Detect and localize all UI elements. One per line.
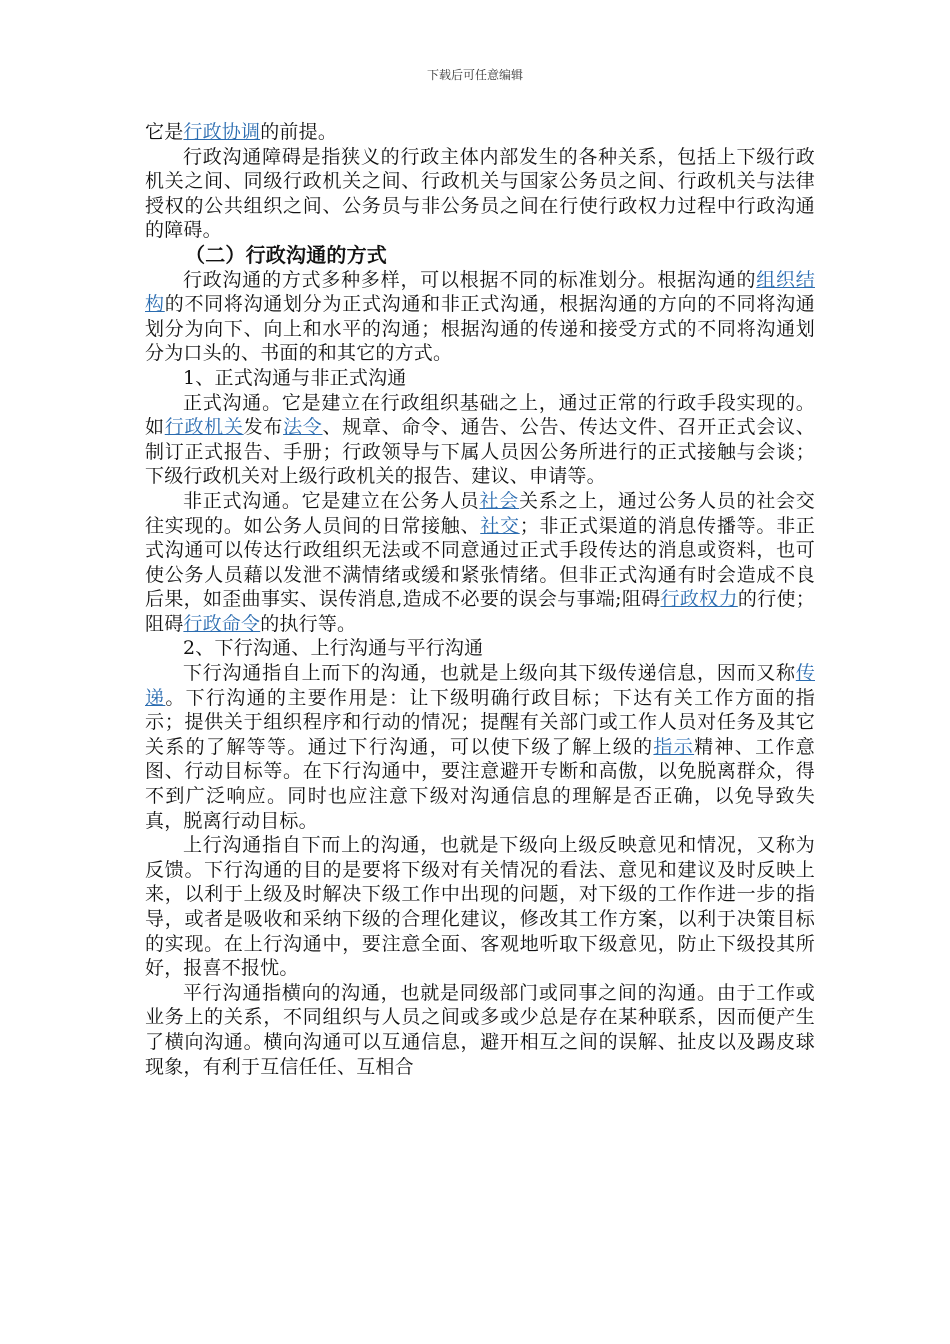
paragraph-barrier: 行政沟通障碍是指狭义的行政主体内部发生的各种关系，包括上下级行政机关之间、同级行政机关之间、行政机关与国家公务员之间、行政机关与法律授权的公共组织之间、公务员与非公务员之间在行使行政权力过程中行政沟通的障碍。 (145, 145, 815, 242)
text-run: 正式沟通。它是建立在行政组织基础之上，通过正常的行政手段实现的。如 (145, 391, 815, 439)
link-xingzheng-quanli[interactable]: 行政权力 (660, 588, 738, 611)
text-run: 它是 (145, 121, 184, 143)
text-run: 、规章、命令、通告、公告、传达文件、召开正式会议、制订正式报告、手册；行政领导与下属人员因公务所进行的正式接触与会谈；下级行政机关对上级行政机关的报告、建议、申请等。 (145, 416, 816, 488)
text-run: 下行沟通指自上而下的沟通，也就是上级向其下级传递信息，因而又称 (183, 662, 796, 685)
paragraph-continuation (145, 120, 815, 145)
paragraph-methods (145, 268, 815, 366)
link-zuzhi-jiegou[interactable]: 组织结构 (145, 268, 815, 316)
subsection-title-formal: 1、正式沟通与非正式沟通 (183, 366, 407, 389)
paragraph-horizontal: 平行沟通指横向的沟通，也就是同级部门或同事之间的沟通。由于工作或业务上的关系，不同组织与人员之间或多或少总是存在某种联系，因而便产生了横向沟通。横向沟通可以互通信息，避开相互之间的误解、扯皮以及踢皮球现象，有利于互信任任、互相合 (145, 981, 815, 1078)
subsection-title-directions: 2、下行沟通、上行沟通与平行沟通 (183, 637, 484, 660)
text-run: 的前提。 (260, 121, 338, 143)
link-shehui[interactable]: 社会 (479, 489, 520, 512)
link-xingzheng-xietiao[interactable]: 行政协调 (183, 121, 261, 143)
link-xingzheng-mingling[interactable]: 行政命令 (183, 612, 261, 635)
link-zhishi[interactable]: 指示 (653, 735, 695, 758)
text-run: 的不同将沟通划分为正式沟通和非正式沟通，根据沟通的方向的不同将沟通划分为向下、向上和水平的沟通；根据沟通的传递和接受方式的不同将沟通划分为口头的、书面的和其它的方式。 (145, 293, 816, 365)
link-shejiao[interactable]: 社交 (480, 514, 520, 537)
link-xingzheng-jiguan[interactable]: 行政机关 (164, 416, 244, 439)
paragraph-upward: 上行沟通指自下而上的沟通，也就是下级向上级反映意见和情况，又称为反馈。下行沟通的目的是要将下级对有关情况的看法、意见和建议及时反映上来，以利于上级及时解决下级工作中出现的问题，对下级的工作作进一步的指导，或者是吸收和采纳下级的合理化建议，修改其工作方案，以利于决策目标的实现。在上行沟通中，要注意全面、客观地听取下级意见，防止下级投其所好，报喜不报忧。 (145, 834, 815, 980)
link-faling[interactable]: 法令 (283, 416, 323, 439)
text-run: 发布 (243, 416, 284, 439)
text-run: 行政沟通的方式多种多样，可以根据不同的标准划分。根据沟通的 (183, 268, 757, 291)
text-run: 的执行等。 (260, 612, 357, 635)
section-heading: （二）行政沟通的方式 (185, 242, 387, 267)
page-header: 下载后可任意编辑 (426, 68, 523, 82)
text-run: 精神、工作意图、行动目标等。在下行沟通中，要注意避开专断和高傲，以免脱离群众，得不到广泛响应。同时也应注意下级对沟通信息的理解是否正确，以免导致失真，脱离行动目标。 (145, 735, 815, 832)
paragraph-informal (145, 489, 815, 637)
paragraph-downward (145, 661, 815, 833)
document-body (145, 120, 815, 1079)
text-run: 。下行沟通的主要作用是：让下级明确行政目标；下达有关工作方面的指示；提供关于组织程序和行动的情况；提醒有关部门或工作人员对任务及其它关系的了解等等。通过下行沟通，可以使下级了解上级的 (145, 686, 815, 758)
text-run: ；非正式渠道的消息传播等。非正式沟通可以传达行政组织无法或不同意通过正式手段传达的消息或资料，也可使公务人员藉以发泄不满情绪或缓和紧张情绪。但非正式沟通有时会造成不良后果，如歪曲事实、误传消息,造成不必要的误会与事端;阻碍 (145, 514, 815, 611)
text-run: 的行使；阻碍 (145, 588, 815, 635)
link-chuandi[interactable]: 传递 (145, 662, 815, 709)
text-run: 非正式沟通。它是建立在公务人员 (183, 489, 480, 512)
text-run: 关系之上，通过公务人员的社会交往实现的。如公务人员间的日常接触、 (145, 489, 815, 537)
paragraph-formal (145, 391, 815, 489)
